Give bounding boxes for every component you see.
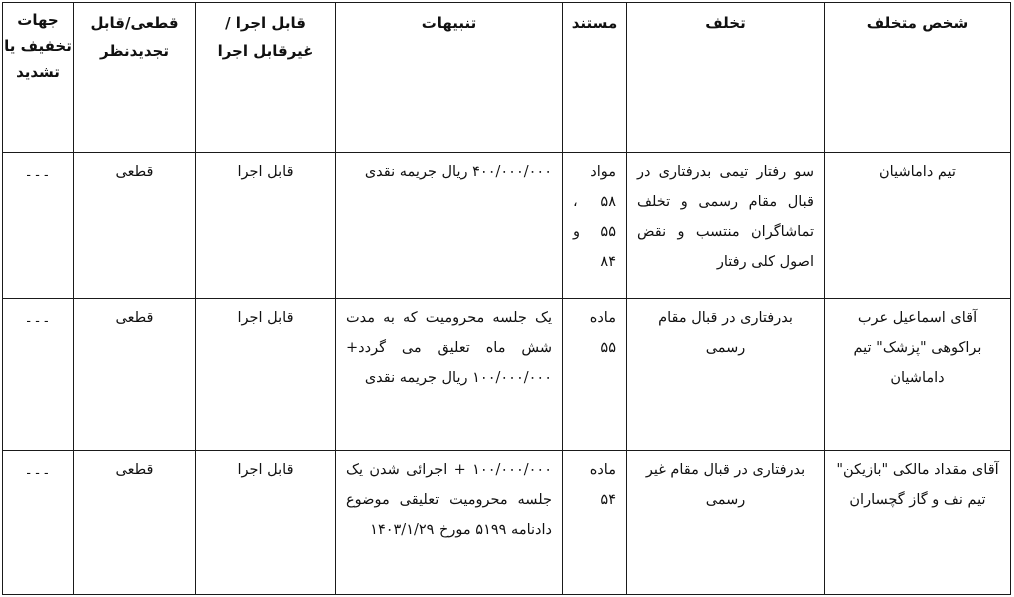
cell-final-status-text: قطعی [115,462,154,478]
cell-modifiers [3,299,74,451]
header-penalties: تنبیهات [336,3,563,153]
cell-modifiers [3,451,74,595]
cell-basis [563,299,627,451]
cell-violation-text: سو رفتار تیمی بدرفتاری در قبال مقام رسمی و تخلف تماشاگران منتسب و نقض اصول کلی رفتار [637,164,814,270]
cell-penalties [336,451,563,595]
cell-violation [627,451,825,595]
cell-violation-text: بدرفتاری در قبال مقام رسمی [658,310,793,356]
cell-enforceable-text: قابل اجرا [237,164,294,180]
cell-offender-text: تیم داماشیان [879,164,956,180]
cell-final-status [74,299,196,451]
cell-basis [563,153,627,299]
cell-enforceable-text: قابل اجرا [237,462,294,478]
cell-final-status-text: قطعی [115,310,154,326]
cell-penalties [336,153,563,299]
header-violation: تخلف [627,3,825,153]
cell-violation [627,153,825,299]
header-basis: مستند [563,3,627,153]
cell-final-status [74,451,196,595]
cell-modifiers-text: --- [24,168,52,183]
cell-enforceable [196,451,336,595]
cell-final-status [74,153,196,299]
cell-penalties [336,299,563,451]
table-row [3,153,1011,299]
cell-violation [627,299,825,451]
cell-penalties-text: ۱۰۰/۰۰۰/۰۰۰ + اجرائی شدن یک جلسه محرومیت تعلیقی موضوع دادنامه ۵۱۹۹ مورخ ۱۴۰۳/۱/۲۹ [346,462,552,538]
cell-enforceable [196,299,336,451]
header-final-status: قطعی/قابل تجدیدنظر [74,3,196,153]
cell-offender [825,299,1011,451]
cell-basis-text: ماده ۵۴ [589,462,616,508]
header-modifiers: جهات تخفیف یا تشدید [3,3,74,153]
cell-final-status-text: قطعی [115,164,154,180]
header-enforceable: قابل اجرا /غیرقابل اجرا [196,3,336,153]
cell-basis-text: مواد ۵۸ ، ۵۵ و ۸۴ [573,164,616,270]
table-header-row [3,3,1011,153]
cell-offender-text: آقای اسماعیل عرب براکوهی "پزشک" تیم داماشیان [853,310,982,386]
cell-offender-text: آقای مقداد مالکی "بازیکن" تیم نف و گاز گچساران [836,462,999,508]
header-offender: شخص متخلف [825,3,1011,153]
table-row [3,451,1011,595]
cell-offender [825,153,1011,299]
cell-basis [563,451,627,595]
disciplinary-rulings-table [2,2,1011,595]
table-row [3,299,1011,451]
cell-offender [825,451,1011,595]
cell-enforceable [196,153,336,299]
cell-penalties-text: ۴۰۰/۰۰۰/۰۰۰ ریال جریمه نقدی [364,164,552,180]
cell-modifiers-text: --- [24,314,52,329]
cell-modifiers [3,153,74,299]
cell-violation-text: بدرفتاری در قبال مقام غیر رسمی [645,462,806,508]
cell-basis-text: ماده ۵۵ [589,310,616,356]
cell-enforceable-text: قابل اجرا [237,310,294,326]
cell-penalties-text: یک جلسه محرومیت که به مدت شش ماه تعلیق می گردد+ ۱۰۰/۰۰۰/۰۰۰ ریال جریمه نقدی [346,310,552,386]
cell-modifiers-text: --- [24,466,52,481]
